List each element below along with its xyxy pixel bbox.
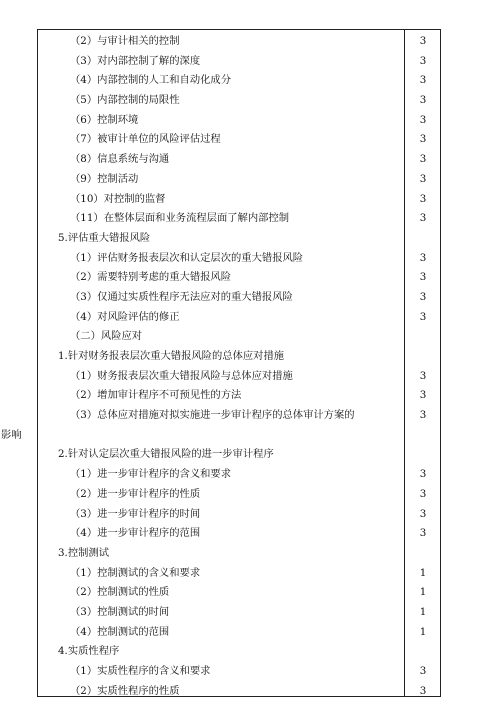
table-row <box>38 50 440 70</box>
row-label: （2）进一步审计程序的性质 <box>70 487 201 500</box>
row-label: 3.控制测试 <box>58 546 110 559</box>
row-value: 3 <box>419 113 427 126</box>
row-label: （10）对控制的监督 <box>70 192 166 205</box>
table-row <box>38 365 440 385</box>
table-row <box>38 148 440 168</box>
table-row <box>38 562 440 582</box>
row-value: 3 <box>419 133 427 146</box>
row-label: （2）与审计相关的控制 <box>70 35 180 47</box>
row-value: 1 <box>419 625 427 638</box>
table-row <box>38 227 440 247</box>
row-label: （1）进一步审计程序的含义和要求 <box>70 468 232 481</box>
row-label: （2）需要特别考虑的重大错报风险 <box>70 271 232 284</box>
row-label: （1）评估财务报表层次和认定层次的重大错报风险 <box>70 251 304 264</box>
row-label: 4.实质性程序 <box>58 645 120 658</box>
row-value: 3 <box>419 54 427 67</box>
table-row <box>38 128 440 148</box>
row-value: 3 <box>419 212 427 225</box>
table-row <box>38 345 440 365</box>
row-label: （4）控制测试的范围 <box>70 625 170 638</box>
row-value: 1 <box>419 566 427 579</box>
row-label: （2）增加审计程序不可预见性的方法 <box>70 389 242 402</box>
table-row <box>38 325 440 345</box>
row-label: （1）实质性程序的含义和要求 <box>70 665 211 678</box>
table-row <box>38 384 440 404</box>
row-value: 3 <box>419 665 427 678</box>
row-value: 3 <box>419 271 427 284</box>
table-row <box>38 69 440 89</box>
table-row <box>38 621 440 641</box>
table-row <box>38 640 440 660</box>
row-value: 1 <box>419 586 427 599</box>
row-value: 3 <box>419 74 427 87</box>
row-value: 3 <box>419 389 427 402</box>
table-row <box>38 581 440 601</box>
row-label: （5）内部控制的局限性 <box>70 94 180 107</box>
row-value: 3 <box>419 192 427 205</box>
table-row <box>38 266 440 286</box>
row-value: 3 <box>419 684 427 697</box>
table-row <box>38 463 440 483</box>
row-label: （3）控制测试的时间 <box>70 605 170 618</box>
syllabus-table <box>1 29 441 697</box>
row-value: 3 <box>419 468 427 481</box>
table-row <box>38 30 440 50</box>
row-value: 3 <box>419 409 427 422</box>
row-label: 5.评估重大错报风险 <box>58 231 151 244</box>
table-row <box>38 483 440 503</box>
row-label: （4）进一步审计程序的范围 <box>70 527 201 540</box>
row-value: 1 <box>419 605 427 618</box>
row-label: （6）控制环境 <box>70 113 139 126</box>
row-label: （3）仅通过实质性程序无法应对的重大错报风险 <box>70 290 293 303</box>
table-row <box>38 109 440 129</box>
row-label: （3）进一步审计程序的时间 <box>70 507 201 520</box>
row-label: （3）对内部控制了解的深度 <box>70 54 201 67</box>
row-value: 3 <box>419 35 427 47</box>
table-row <box>1 404 440 443</box>
table-row <box>38 89 440 109</box>
table-row <box>38 168 440 188</box>
row-label: （8）信息系统与沟通 <box>70 153 170 166</box>
table-row <box>38 601 440 621</box>
row-label: 1.针对财务报表层次重大错报风险的总体应对措施 <box>58 350 285 362</box>
table-row <box>38 188 440 208</box>
row-label: （3）总体应对措施对拟实施进一步审计程序的总体审计方案的影响 <box>1 409 355 441</box>
table-row <box>38 660 440 680</box>
row-label: （1）财务报表层次重大错报风险与总体应对措施 <box>70 369 293 382</box>
row-value: 3 <box>419 527 427 540</box>
table-row <box>38 522 440 542</box>
row-value: 3 <box>419 94 427 107</box>
table-row <box>38 247 440 267</box>
table-row <box>38 680 440 700</box>
row-value: 3 <box>419 153 427 166</box>
table-row <box>38 207 440 227</box>
row-value: 3 <box>419 487 427 500</box>
table-row <box>38 503 440 523</box>
table-row <box>38 286 440 306</box>
row-label: （2）实质性程序的性质 <box>70 684 180 697</box>
row-label: 2.针对认定层次重大错报风险的进一步审计程序 <box>58 448 274 461</box>
row-value: 3 <box>419 172 427 185</box>
row-label: （9）控制活动 <box>70 172 139 185</box>
row-value: 3 <box>419 251 427 264</box>
row-label: （4）对风险评估的修正 <box>70 310 180 323</box>
row-label: （1）控制测试的含义和要求 <box>70 566 201 579</box>
row-label: （4）内部控制的人工和自动化成分 <box>70 74 232 87</box>
row-label: （二）风险应对 <box>70 330 143 343</box>
table-row <box>38 443 440 463</box>
table-row <box>38 542 440 562</box>
table-rows <box>1 30 440 699</box>
row-value: 3 <box>419 369 427 382</box>
row-label: （11）在整体层面和业务流程层面了解内部控制 <box>70 212 290 225</box>
table-row <box>38 306 440 326</box>
row-value: 3 <box>419 310 427 323</box>
row-value: 3 <box>419 290 427 303</box>
row-label: （2）控制测试的性质 <box>70 586 170 599</box>
row-label: （7）被审计单位的风险评估过程 <box>70 133 221 146</box>
row-value: 3 <box>419 507 427 520</box>
